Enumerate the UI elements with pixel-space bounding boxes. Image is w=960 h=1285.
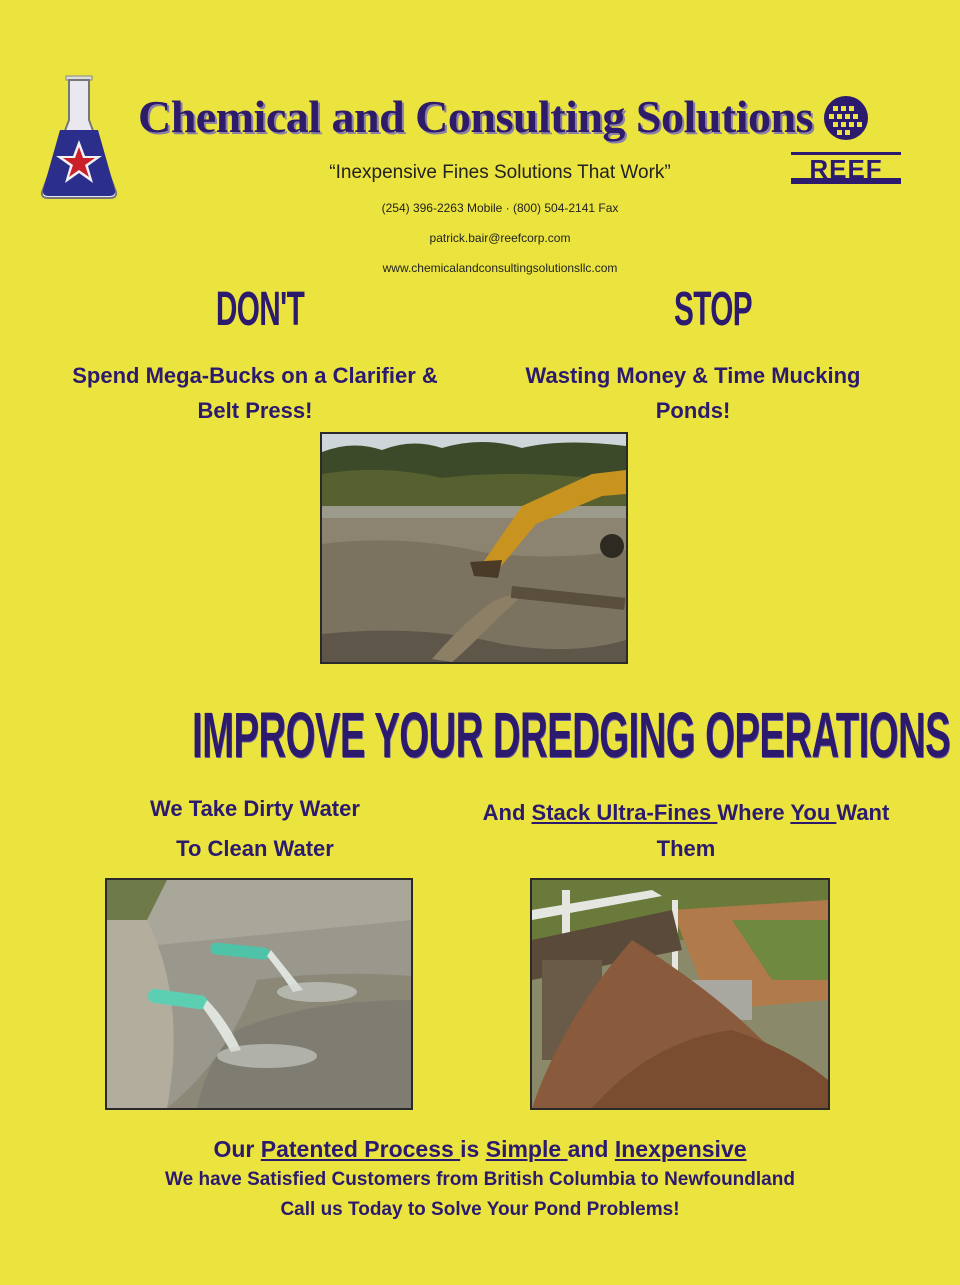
reef-globe-icon — [824, 96, 868, 140]
main-headline: IMPROVE YOUR DREDGING OPERATIONS — [192, 699, 951, 771]
right-caption-underlined: You — [790, 800, 837, 825]
footer-line-2: We have Satisfied Customers from British Columbia to Newfoundland — [165, 1169, 795, 1190]
footer-underlined: Patented Process — [260, 1136, 461, 1162]
stop-heading: STOP — [673, 283, 753, 336]
footer-line-1 — [0, 1136, 960, 1163]
stop-text — [503, 358, 883, 428]
email-address[interactable]: patrick.bair@reefcorp.com — [429, 231, 571, 245]
left-caption-line-2: To Clean Water — [176, 836, 334, 861]
excavator-pond-photo — [320, 432, 628, 664]
reef-logo — [788, 94, 904, 188]
phone-line: (254) 396-2263 Mobile · (800) 504-2141 Fax — [381, 201, 619, 215]
dont-line-1: Spend Mega-Bucks on a Clarifier & — [72, 363, 438, 388]
right-caption-text: Where — [717, 800, 791, 825]
reef-logo-text: REEF — [809, 154, 883, 184]
dont-heading: DON'T — [215, 283, 305, 336]
left-caption — [60, 789, 450, 869]
footer-text: and — [567, 1136, 615, 1162]
footer-text: Our — [213, 1136, 261, 1162]
right-caption — [476, 795, 896, 867]
right-caption-line-1 — [476, 795, 896, 831]
website-link[interactable]: www.chemicalandconsultingsolutionsllc.com — [382, 261, 618, 275]
stacked-fines-photo — [530, 878, 830, 1110]
stop-line-2: Ponds! — [655, 398, 731, 423]
company-name: Chemical and Consulting Solutions — [138, 91, 813, 142]
stop-line-1: Wasting Money & Time Mucking — [525, 363, 861, 388]
flask-star-logo — [38, 74, 120, 202]
right-caption-text: Want — [836, 800, 890, 825]
right-caption-line-2: Them — [656, 836, 716, 861]
discharge-pipes-photo — [105, 878, 413, 1110]
footer-line-3: Call us Today to Solve Your Pond Problems! — [280, 1199, 680, 1220]
footer-underlined: Simple — [485, 1136, 568, 1162]
right-caption-text: And — [482, 800, 532, 825]
footer-text: is — [460, 1136, 486, 1162]
left-caption-line-1: We Take Dirty Water — [150, 796, 360, 821]
dont-text — [40, 358, 470, 428]
tagline: “Inexpensive Fines Solutions That Work” — [329, 162, 671, 183]
footer-underlined: Inexpensive — [614, 1136, 747, 1162]
dont-line-2: Belt Press! — [197, 398, 313, 423]
right-caption-underlined: Stack Ultra-Fines — [531, 800, 718, 825]
